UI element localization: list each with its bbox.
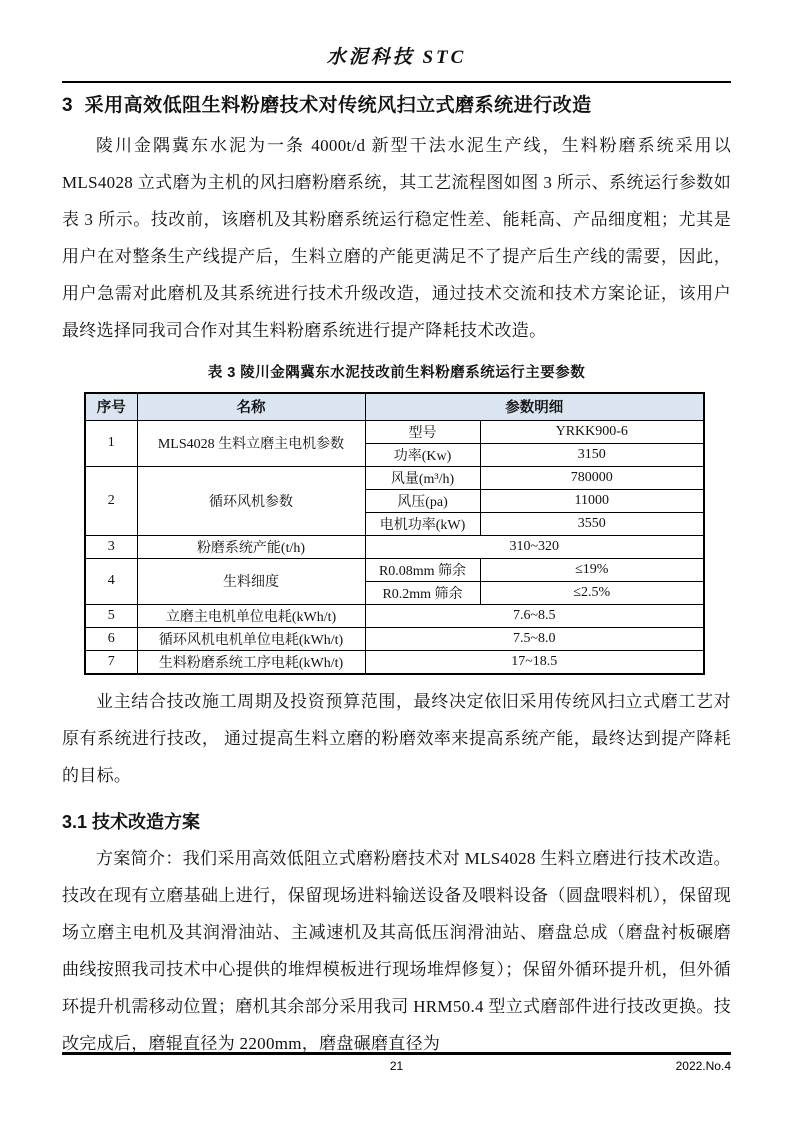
issue-number: 2022.No.4 <box>675 1059 731 1073</box>
paragraph-plan-intro: 方案简介：我们采用高效低阻立式磨粉磨技术对 MLS4028 生料立磨进行技术改造。技改在现有立磨基础上进行，保留现场进料输送设备及喂料设备（圆盘喂料机），保留现场立磨主电机及其润滑油站、主减速机及其高低压润滑油站、磨盘总成（磨盘衬板碾磨曲线按照我司技术中心提供的堆焊模板进行现场堆焊修复）；保留外循环提升机，但外循环提升机需移动位置；磨机其余部分采用我司 HRM50.4 型立式磨部件进行技改更换。技改完成后，磨辊直径为 2200mm，磨盘碾磨直径为 <box>62 848 731 1053</box>
cell-row-name: MLS4028 生料立磨主电机参数 <box>137 420 365 466</box>
subsection-heading: 3.1 技术改造方案 <box>62 811 201 832</box>
table-row <box>85 466 704 489</box>
cell-param-value: 3150 <box>480 443 704 466</box>
parameters-table <box>84 392 705 675</box>
cell-row-name: 粉磨系统产能(t/h) <box>137 535 365 558</box>
section-heading: 3 采用高效低阻生料粉磨技术对传统风扫立式磨系统进行改造 <box>62 95 592 116</box>
cell-row-no: 7 <box>85 650 137 674</box>
cell-row-no: 6 <box>85 627 137 650</box>
cell-row-name: 立磨主电机单位电耗(kWh/t) <box>137 604 365 627</box>
table-caption: 表 3 陵川金隅冀东水泥技改前生料粉磨系统运行主要参数 <box>207 365 586 381</box>
cell-row-no: 1 <box>85 420 137 466</box>
footer-rule <box>62 1052 731 1055</box>
page-content <box>62 0 731 1062</box>
table-row <box>85 420 704 443</box>
cell-param-label: 功率(Kw) <box>365 443 480 466</box>
cell-param-value: ≤2.5% <box>480 581 704 604</box>
cell-param-value: 7.6~8.5 <box>365 604 704 627</box>
cell-param-label: 风压(pa) <box>365 489 480 512</box>
cell-param-value: YRKK900-6 <box>480 420 704 443</box>
table-row <box>85 627 704 650</box>
paragraph-owner-decision: 业主结合技改施工周期及投资预算范围，最终决定依旧采用传统风扫立式磨工艺对原有系统进行技改， 通过提高生料立磨的粉磨效率来提高系统产能，最终达到提产降耗的目标。 <box>62 691 731 785</box>
cell-param-value: 17~18.5 <box>365 650 704 674</box>
table-header-row <box>85 393 704 420</box>
cell-param-label: 风量(m³/h) <box>365 466 480 489</box>
page-footer <box>62 1052 731 1075</box>
cell-row-name: 生料细度 <box>137 558 365 604</box>
col-header-name: 名称 <box>137 393 365 420</box>
cell-param-label: 电机功率(kW) <box>365 512 480 535</box>
cell-row-no: 3 <box>85 535 137 558</box>
table-row <box>85 558 704 581</box>
col-header-detail: 参数明细 <box>365 393 704 420</box>
cell-param-value: 310~320 <box>365 535 704 558</box>
table-row <box>85 650 704 674</box>
cell-param-value: 11000 <box>480 489 704 512</box>
cell-row-name: 循环风机参数 <box>137 466 365 535</box>
cell-param-label: 型号 <box>365 420 480 443</box>
cell-row-name: 生料粉磨系统工序电耗(kWh/t) <box>137 650 365 674</box>
header-rule <box>62 81 731 83</box>
col-header-index: 序号 <box>85 393 137 420</box>
footer-row <box>62 1059 731 1075</box>
cell-param-value: 780000 <box>480 466 704 489</box>
cell-param-value: ≤19% <box>480 558 704 581</box>
page-number: 21 <box>389 1059 404 1073</box>
cell-row-name: 循环风机电机单位电耗(kWh/t) <box>137 627 365 650</box>
cell-param-label: R0.2mm 筛余 <box>365 581 480 604</box>
cell-row-no: 2 <box>85 466 137 535</box>
cell-row-no: 5 <box>85 604 137 627</box>
cell-param-value: 7.5~8.0 <box>365 627 704 650</box>
journal-title: 水泥科技 STC <box>326 47 467 68</box>
paragraph-intro: 陵川金隅冀东水泥为一条 4000t/d 新型干法水泥生产线，生料粉磨系统采用以 MLS4028 立式磨为主机的风扫磨粉磨系统，其工艺流程图如图 3 所示、系统运行参数如表 3 所示。技改前，该磨机及其粉磨系统运行稳定性差、能耗高、产品细度粗；尤其是用户在对整条生产线提产后，生料立磨的产能更满足不了提产后生产线的需要，因此，用户急需对此磨机及其系统进行技术升级改造，通过技术交流和技术方案论证，该用户最终选择同我司合作对其生料粉磨系统进行提产降耗技术改造。 <box>62 136 731 340</box>
cell-param-label: R0.08mm 筛余 <box>365 558 480 581</box>
cell-row-no: 4 <box>85 558 137 604</box>
table-row <box>85 604 704 627</box>
cell-param-value: 3550 <box>480 512 704 535</box>
table-row <box>85 535 704 558</box>
